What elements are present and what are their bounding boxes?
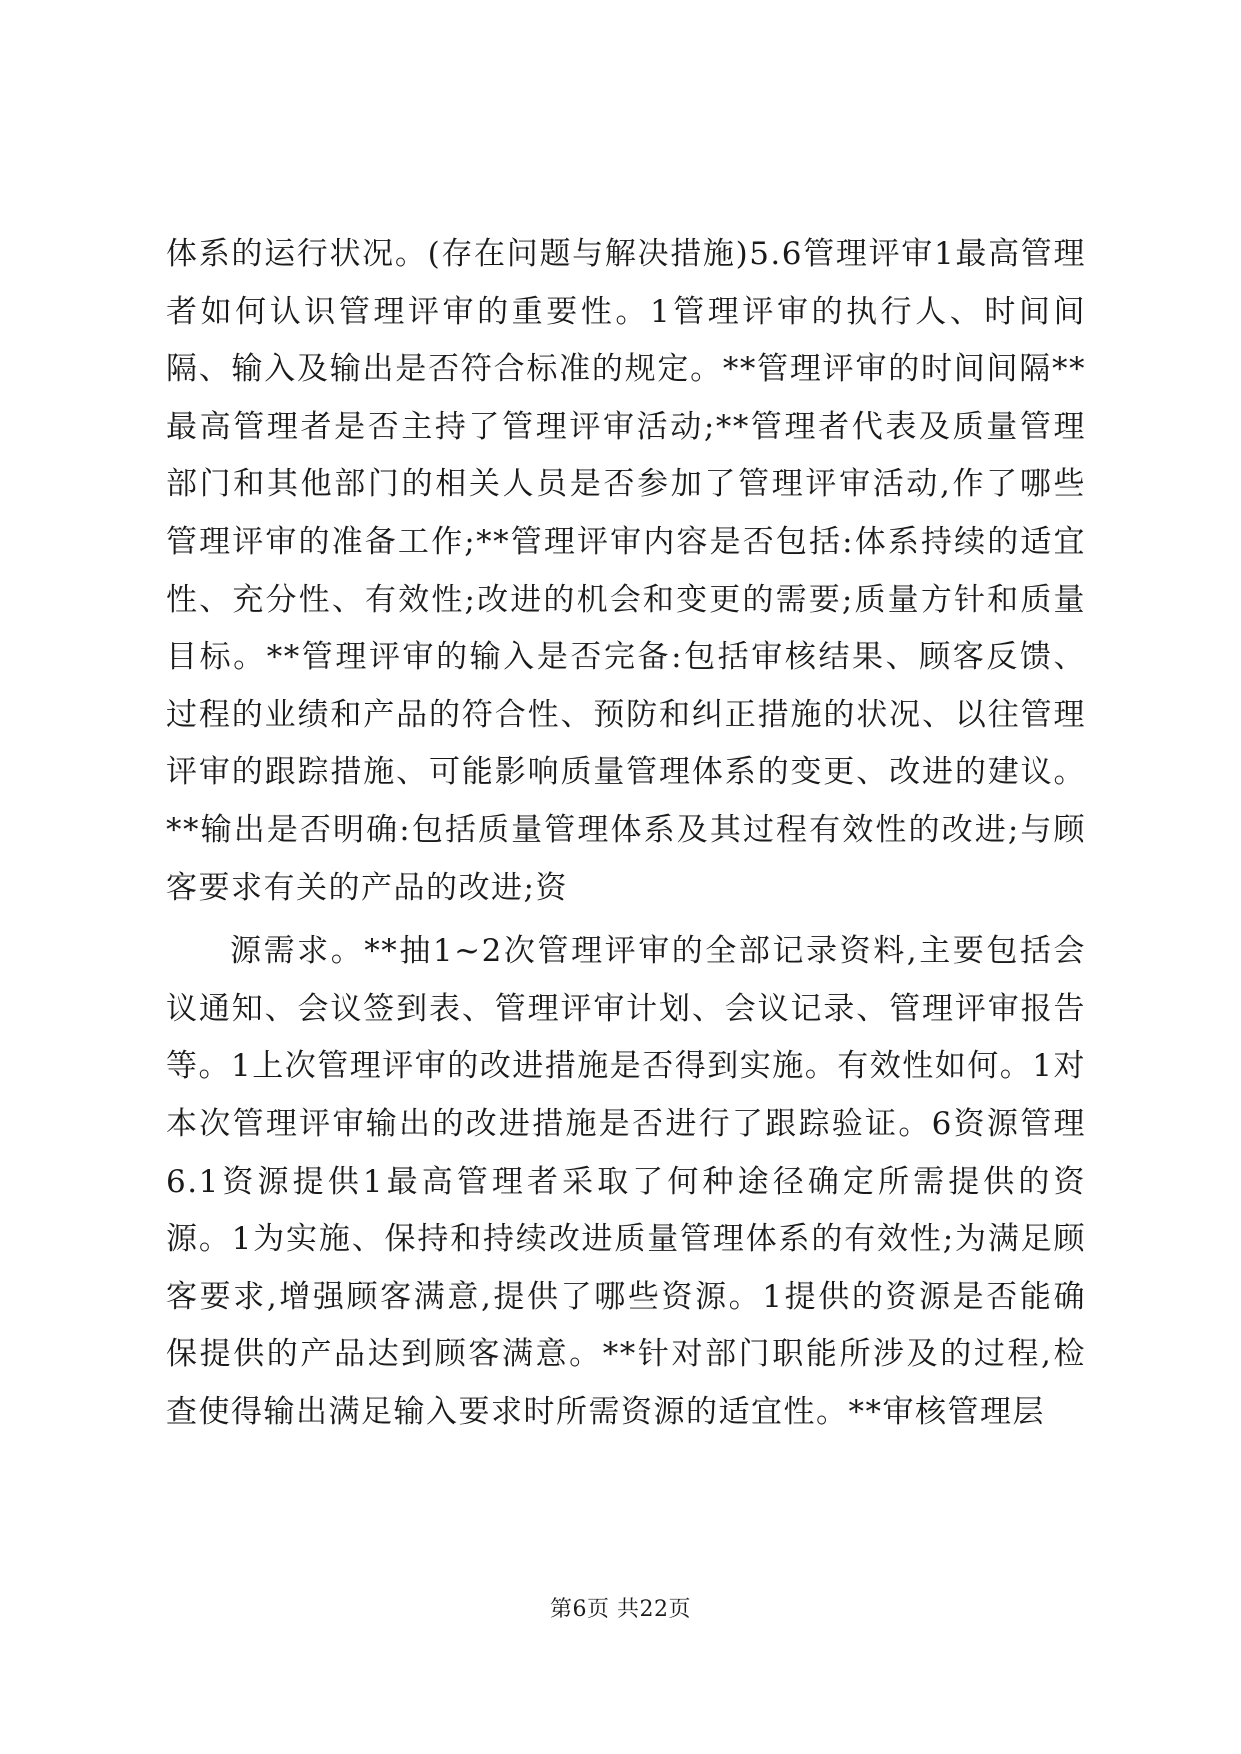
paragraph-2: 源需求。**抽1~2次管理评审的全部记录资料,主要包括会议通知、会议签到表、管理评审计划、会议记录、管理评审报告等。1上次管理评审的改进措施是否得到实施。有效性如何。1对本次管理评审输出的改进措施是否进行了跟踪验证。6资源管理6.1资源提供1最高管理者采取了何种途径确定所需提供的资源。1为实施、保持和持续改进质量管理体系的有效性;为满足顾客要求,增强顾客满意,提供了哪些资源。1提供的资源是否能确保提供的产品达到顾客满意。**针对部门职能所涉及的过程,检查使得输出满足输入要求时所需资源的适宜性。**审核管理层 xyxy=(166,933,1086,1430)
body-text xyxy=(166,226,1086,1441)
page-number-footer: 第6页 共22页 xyxy=(550,1597,691,1622)
paragraph-1: 体系的运行状况。(存在问题与解决措施)5.6管理评审1最高管理者如何认识管理评审的重要性。1管理评审的执行人、时间间隔、输入及输出是否符合标准的规定。**管理评审的时间间隔**最高管理者是否主持了管理评审活动;**管理者代表及质量管理部门和其他部门的相关人员是否参加了管理评审活动,作了哪些管理评审的准备工作;**管理评审内容是否包括:体系持续的适宜性、充分性、有效性;改进的机会和变更的需要;质量方针和质量目标。**管理评审的输入是否完备:包括审核结果、顾客反馈、过程的业绩和产品的符合性、预防和纠正措施的状况、以往管理评审的跟踪措施、可能影响质量管理体系的变更、改进的建议。**输出是否明确:包括质量管理体系及其过程有效性的改进;与顾客要求有关的产品的改进;资 xyxy=(166,236,1086,906)
